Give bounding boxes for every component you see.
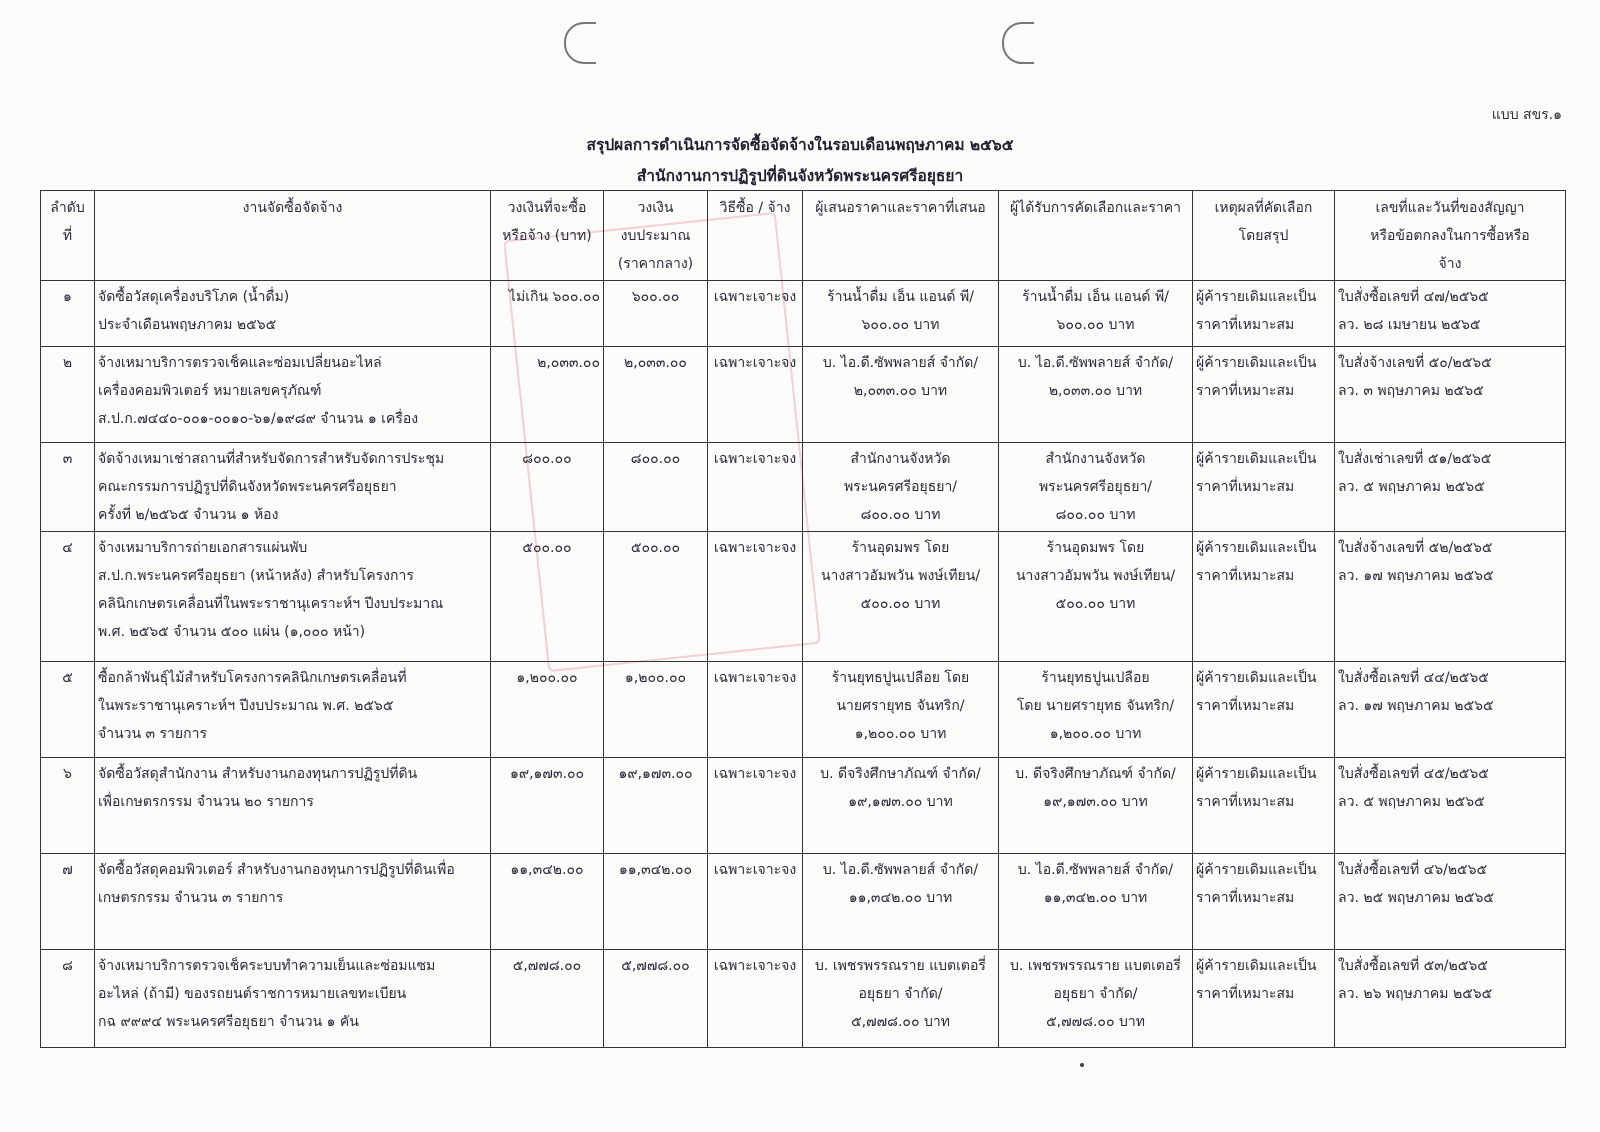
cell-item: จัดซื้อวัสดุเครื่องบริโภค (น้ำดื่ม) ประจำเดือนพฤษภาคม ๒๕๖๕ [95, 281, 491, 347]
cell-bidder: บ. ดีจริงศึกษาภัณฑ์ จำกัด/ ๑๙,๑๗๓.๐๐ บาท [803, 758, 999, 854]
cell-no: ๑ [41, 281, 95, 347]
cell-item: จ้างเหมาบริการตรวจเช็คระบบทำความเย็นและซ่อมแซม อะไหล่ (ถ้ามี) ของรถยนต์ราชการหมายเลขทะเบียน กฉ ๙๙๙๔ พระนครศรีอยุธยา จำนวน ๑ คัน [95, 950, 491, 1048]
cell-method: เฉพาะเจาะจง [708, 532, 803, 662]
cell-contract: ใบสั่งซื้อเลขที่ ๔๔/๒๕๖๕ ลว. ๑๗ พฤษภาคม ๒๕๖๕ [1335, 662, 1566, 758]
ink-speck [1080, 1063, 1084, 1067]
cell-winner: บ. เพชรพรรณราย แบตเตอรี่ อยุธยา จำกัด/ ๕,๗๗๘.๐๐ บาท [999, 950, 1193, 1048]
table-row [41, 758, 1566, 854]
cell-bidder: บ. ไอ.ดี.ซัพพลายส์ จำกัด/ ๒,๐๓๓.๐๐ บาท [803, 347, 999, 443]
cell-bidder: ร้านยุทธปูนเปลือย โดย นายศรายุทธ จันทริก/ ๑,๒๐๐.๐๐ บาท [803, 662, 999, 758]
cell-budget: ๑๑,๓๔๒.๐๐ [604, 854, 708, 950]
header-no: ลำดับ ที่ [41, 191, 95, 281]
cell-amount: ๕,๗๗๘.๐๐ [491, 950, 604, 1048]
cell-budget: ๖๐๐.๐๐ [604, 281, 708, 347]
cell-bidder: ร้านอุดมพร โดย นางสาวอัมพวัน พงษ์เทียน/ ๕๐๐.๐๐ บาท [803, 532, 999, 662]
header-method: วิธีซื้อ / จ้าง [708, 191, 803, 281]
cell-contract: ใบสั่งจ้างเลขที่ ๕๐/๒๕๖๕ ลว. ๓ พฤษภาคม ๒๕๖๕ [1335, 347, 1566, 443]
cell-budget: ๑๙,๑๗๓.๐๐ [604, 758, 708, 854]
cell-amount: ไม่เกิน ๖๐๐.๐๐ [491, 281, 604, 347]
cell-no: ๗ [41, 854, 95, 950]
cell-no: ๓ [41, 443, 95, 532]
cell-budget: ๘๐๐.๐๐ [604, 443, 708, 532]
cell-method: เฉพาะเจาะจง [708, 950, 803, 1048]
cell-method: เฉพาะเจาะจง [708, 662, 803, 758]
cell-winner: บ. ดีจริงศึกษาภัณฑ์ จำกัด/ ๑๙,๑๗๓.๐๐ บาท [999, 758, 1193, 854]
form-code: แบบ สขร.๑ [1491, 107, 1562, 123]
cell-item: จ้างเหมาบริการถ่ายเอกสารแผ่นพับ ส.ป.ก.พระนครศรีอยุธยา (หน้าหลัง) สำหรับโครงการ คลินิกเกษตรเคลื่อนที่ในพระราชานุเคราะห์ฯ ปีงบประมาณ พ.ศ. ๒๕๖๕ จำนวน ๕๐๐ แผ่น (๑,๐๐๐ หน้า) [95, 532, 491, 662]
header-amount: วงเงินที่จะซื้อ หรือจ้าง (บาท) [491, 191, 604, 281]
table-row [41, 662, 1566, 758]
cell-contract: ใบสั่งซื้อเลขที่ ๔๖/๒๕๖๕ ลว. ๒๕ พฤษภาคม ๒๕๖๕ [1335, 854, 1566, 950]
procurement-table [40, 190, 1566, 1048]
cell-item: จัดจ้างเหมาเช่าสถานที่สำหรับจัดการสำหรับจัดการประชุม คณะกรรมการปฏิรูปที่ดินจังหวัดพระนครศรีอยุธยา ครั้งที่ ๒/๒๕๖๕ จำนวน ๑ ห้อง [95, 443, 491, 532]
cell-no: ๒ [41, 347, 95, 443]
cell-winner: ร้านอุดมพร โดย นางสาวอัมพวัน พงษ์เทียน/ ๕๐๐.๐๐ บาท [999, 532, 1193, 662]
punch-hole [1002, 22, 1034, 64]
cell-amount: ๑๙,๑๗๓.๐๐ [491, 758, 604, 854]
cell-winner: บ. ไอ.ดี.ซัพพลายส์ จำกัด/ ๒,๐๓๓.๐๐ บาท [999, 347, 1193, 443]
cell-method: เฉพาะเจาะจง [708, 443, 803, 532]
cell-amount: ๑๑,๓๔๒.๐๐ [491, 854, 604, 950]
cell-winner: ร้านยุทธปูนเปลือย โดย นายศรายุทธ จันทริก/ ๑,๒๐๐.๐๐ บาท [999, 662, 1193, 758]
header-bidder: ผู้เสนอราคาและราคาที่เสนอ [803, 191, 999, 281]
header-item: งานจัดซื้อจัดจ้าง [95, 191, 491, 281]
cell-budget: ๑,๒๐๐.๐๐ [604, 662, 708, 758]
cell-bidder: สำนักงานจังหวัด พระนครศรีอยุธยา/ ๘๐๐.๐๐ บาท [803, 443, 999, 532]
cell-reason: ผู้ค้ารายเดิมและเป็น ราคาที่เหมาะสม [1193, 662, 1335, 758]
cell-item: ซื้อกล้าพันธุ์ไม้สำหรับโครงการคลินิกเกษตรเคลื่อนที่ ในพระราชานุเคราะห์ฯ ปีงบประมาณ พ.ศ. ๒๕๖๕ จำนวน ๓ รายการ [95, 662, 491, 758]
cell-reason: ผู้ค้ารายเดิมและเป็น ราคาที่เหมาะสม [1193, 758, 1335, 854]
cell-amount: ๕๐๐.๐๐ [491, 532, 604, 662]
document-title: สรุปผลการดำเนินการจัดซื้อจัดจ้างในรอบเดือนพฤษภาคม ๒๕๖๕ [586, 136, 1014, 154]
cell-method: เฉพาะเจาะจง [708, 854, 803, 950]
cell-winner: ร้านน้ำดื่ม เอ็น แอนด์ พี/ ๖๐๐.๐๐ บาท [999, 281, 1193, 347]
cell-budget: ๒,๐๓๓.๐๐ [604, 347, 708, 443]
cell-bidder: บ. เพชรพรรณราย แบตเตอรี่ อยุธยา จำกัด/ ๕,๗๗๘.๐๐ บาท [803, 950, 999, 1048]
cell-no: ๖ [41, 758, 95, 854]
cell-method: เฉพาะเจาะจง [708, 758, 803, 854]
header-winner: ผู้ได้รับการคัดเลือกและราคา [999, 191, 1193, 281]
cell-budget: ๕๐๐.๐๐ [604, 532, 708, 662]
cell-contract: ใบสั่งซื้อเลขที่ ๔๕/๒๕๖๕ ลว. ๕ พฤษภาคม ๒๕๖๕ [1335, 758, 1566, 854]
cell-contract: ใบสั่งเช่าเลขที่ ๕๑/๒๕๖๕ ลว. ๕ พฤษภาคม ๒๕๖๕ [1335, 443, 1566, 532]
cell-no: ๕ [41, 662, 95, 758]
cell-item: จัดซื้อวัสดุสำนักงาน สำหรับงานกองทุนการปฏิรูปที่ดิน เพื่อเกษตรกรรม จำนวน ๒๐ รายการ [95, 758, 491, 854]
cell-no: ๔ [41, 532, 95, 662]
punch-hole [564, 22, 596, 64]
cell-reason: ผู้ค้ารายเดิมและเป็น ราคาที่เหมาะสม [1193, 443, 1335, 532]
cell-reason: ผู้ค้ารายเดิมและเป็น ราคาที่เหมาะสม [1193, 950, 1335, 1048]
cell-no: ๘ [41, 950, 95, 1048]
cell-amount: ๑,๒๐๐.๐๐ [491, 662, 604, 758]
cell-winner: บ. ไอ.ดี.ซัพพลายส์ จำกัด/ ๑๑,๓๔๒.๐๐ บาท [999, 854, 1193, 950]
cell-reason: ผู้ค้ารายเดิมและเป็น ราคาที่เหมาะสม [1193, 347, 1335, 443]
cell-reason: ผู้ค้ารายเดิมและเป็น ราคาที่เหมาะสม [1193, 281, 1335, 347]
header-budget: วงเงิน งบประมาณ (ราคากลาง) [604, 191, 708, 281]
cell-contract: ใบสั่งจ้างเลขที่ ๕๒/๒๕๖๕ ลว. ๑๗ พฤษภาคม ๒๕๖๕ [1335, 532, 1566, 662]
header-contract: เลขที่และวันที่ของสัญญา หรือข้อตกลงในการซื้อหรือ จ้าง [1335, 191, 1566, 281]
table-row [41, 950, 1566, 1048]
cell-winner: สำนักงานจังหวัด พระนครศรีอยุธยา/ ๘๐๐.๐๐ บาท [999, 443, 1193, 532]
cell-reason: ผู้ค้ารายเดิมและเป็น ราคาที่เหมาะสม [1193, 854, 1335, 950]
cell-item: จ้างเหมาบริการตรวจเช็คและซ่อมเปลี่ยนอะไหล่ เครื่องคอมพิวเตอร์ หมายเลขครุภัณฑ์ ส.ป.ก.๗๔๔๐-๐๐๑-๐๐๑๐-๖๑/๑๙๘๙ จำนวน ๑ เครื่อง [95, 347, 491, 443]
table-row [41, 281, 1566, 347]
cell-amount: ๒,๐๓๓.๐๐ [491, 347, 604, 443]
cell-budget: ๕,๗๗๘.๐๐ [604, 950, 708, 1048]
cell-method: เฉพาะเจาะจง [708, 347, 803, 443]
header-reason: เหตุผลที่คัดเลือก โดยสรุป [1193, 191, 1335, 281]
table-row [41, 443, 1566, 532]
cell-item: จัดซื้อวัสดุคอมพิวเตอร์ สำหรับงานกองทุนการปฏิรูปที่ดินเพื่อ เกษตรกรรม จำนวน ๓ รายการ [95, 854, 491, 950]
table-header-row [41, 191, 1566, 281]
cell-bidder: บ. ไอ.ดี.ซัพพลายส์ จำกัด/ ๑๑,๓๔๒.๐๐ บาท [803, 854, 999, 950]
cell-contract: ใบสั่งซื้อเลขที่ ๕๓/๒๕๖๕ ลว. ๒๖ พฤษภาคม ๒๕๖๕ [1335, 950, 1566, 1048]
cell-method: เฉพาะเจาะจง [708, 281, 803, 347]
table-row [41, 854, 1566, 950]
cell-contract: ใบสั่งซื้อเลขที่ ๔๗/๒๕๖๕ ลว. ๒๘ เมษายน ๒๕๖๕ [1335, 281, 1566, 347]
agency-name: สำนักงานการปฏิรูปที่ดินจังหวัดพระนครศรีอยุธยา [636, 167, 964, 185]
cell-amount: ๘๐๐.๐๐ [491, 443, 604, 532]
cell-reason: ผู้ค้ารายเดิมและเป็น ราคาที่เหมาะสม [1193, 532, 1335, 662]
table-row [41, 347, 1566, 443]
cell-bidder: ร้านน้ำดื่ม เอ็น แอนด์ พี/ ๖๐๐.๐๐ บาท [803, 281, 999, 347]
table-row [41, 532, 1566, 662]
